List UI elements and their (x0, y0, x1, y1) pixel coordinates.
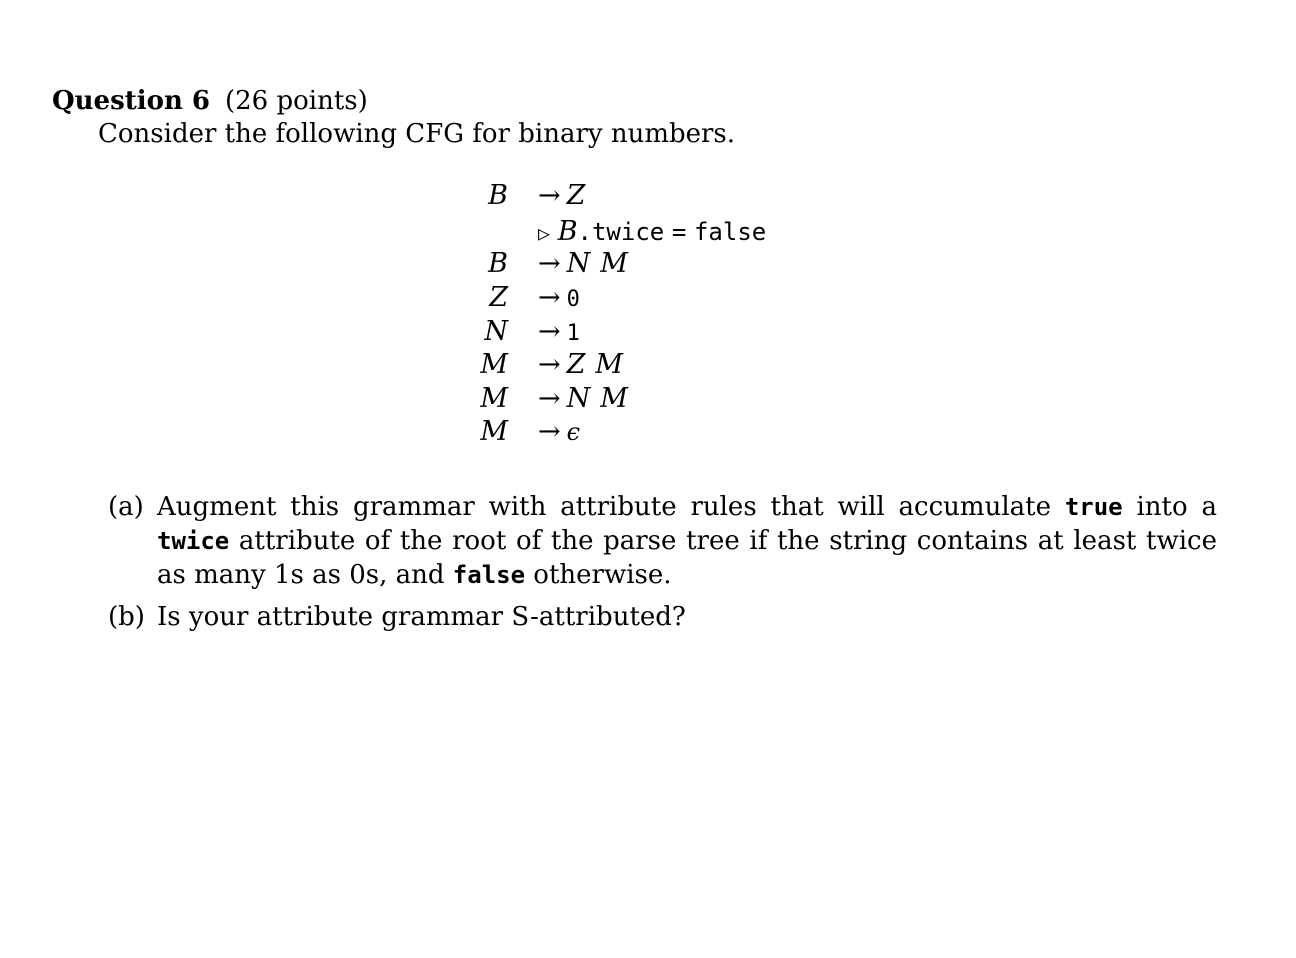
production-symbol: N (566, 248, 591, 279)
production-rhs (538, 349, 623, 380)
production-rhs (538, 282, 580, 313)
action-value: false (693, 218, 767, 246)
action-field: .twice (577, 218, 665, 246)
action-eq: = (671, 218, 687, 246)
production-lhs: B (488, 248, 508, 279)
production-lhs: Z (489, 282, 508, 313)
production-lhs: N (484, 316, 508, 347)
keyword-true: true (1064, 493, 1123, 521)
part-b-label: (b) (108, 602, 145, 632)
production-symbol: M (600, 383, 628, 414)
production-rhs (538, 383, 628, 414)
action-var: B (557, 216, 578, 247)
production-lhs: M (480, 349, 508, 380)
question-points: (26 points) (225, 86, 368, 116)
arrow-icon: → (538, 383, 561, 414)
question-intro: Consider the following CFG for binary numbers. (98, 119, 736, 149)
triangle-icon: ▷ (538, 221, 551, 245)
arrow-icon: → (538, 316, 561, 347)
keyword-twice: twice (157, 527, 230, 555)
production-terminal: 0 (566, 287, 580, 312)
production-symbol: Z (566, 180, 586, 211)
part-b-text: Is your attribute grammar S-attributed? (157, 602, 686, 632)
production-symbol: N (566, 383, 591, 414)
production-symbol: M (600, 248, 628, 279)
semantic-action (538, 216, 766, 247)
arrow-icon: → (538, 282, 561, 313)
production-rhs (538, 248, 628, 279)
production-rhs (538, 180, 585, 211)
question-title: Question 6 (52, 86, 211, 116)
part-a-text: Augment this grammar with attribute rules that will accumulate true into a twice attribute of the root of the parse tree if the string contains at least twice as many 1s as 0s, and false otherwise. (157, 492, 1217, 590)
production-symbol: M (595, 349, 624, 380)
production-rhs (538, 316, 580, 347)
production-lhs: M (480, 383, 508, 414)
arrow-icon: → (538, 248, 561, 279)
production-terminal: ϵ (566, 418, 581, 446)
production-lhs: B (488, 180, 508, 211)
production-symbol: Z (566, 349, 586, 380)
arrow-icon: → (538, 349, 561, 380)
part-a-label: (a) (108, 492, 144, 522)
arrow-icon: → (538, 180, 561, 211)
arrow-icon: → (538, 416, 561, 447)
keyword-false: false (452, 561, 526, 589)
production-terminal: 1 (566, 321, 580, 346)
production-lhs: M (480, 416, 508, 447)
production-rhs (538, 416, 580, 447)
